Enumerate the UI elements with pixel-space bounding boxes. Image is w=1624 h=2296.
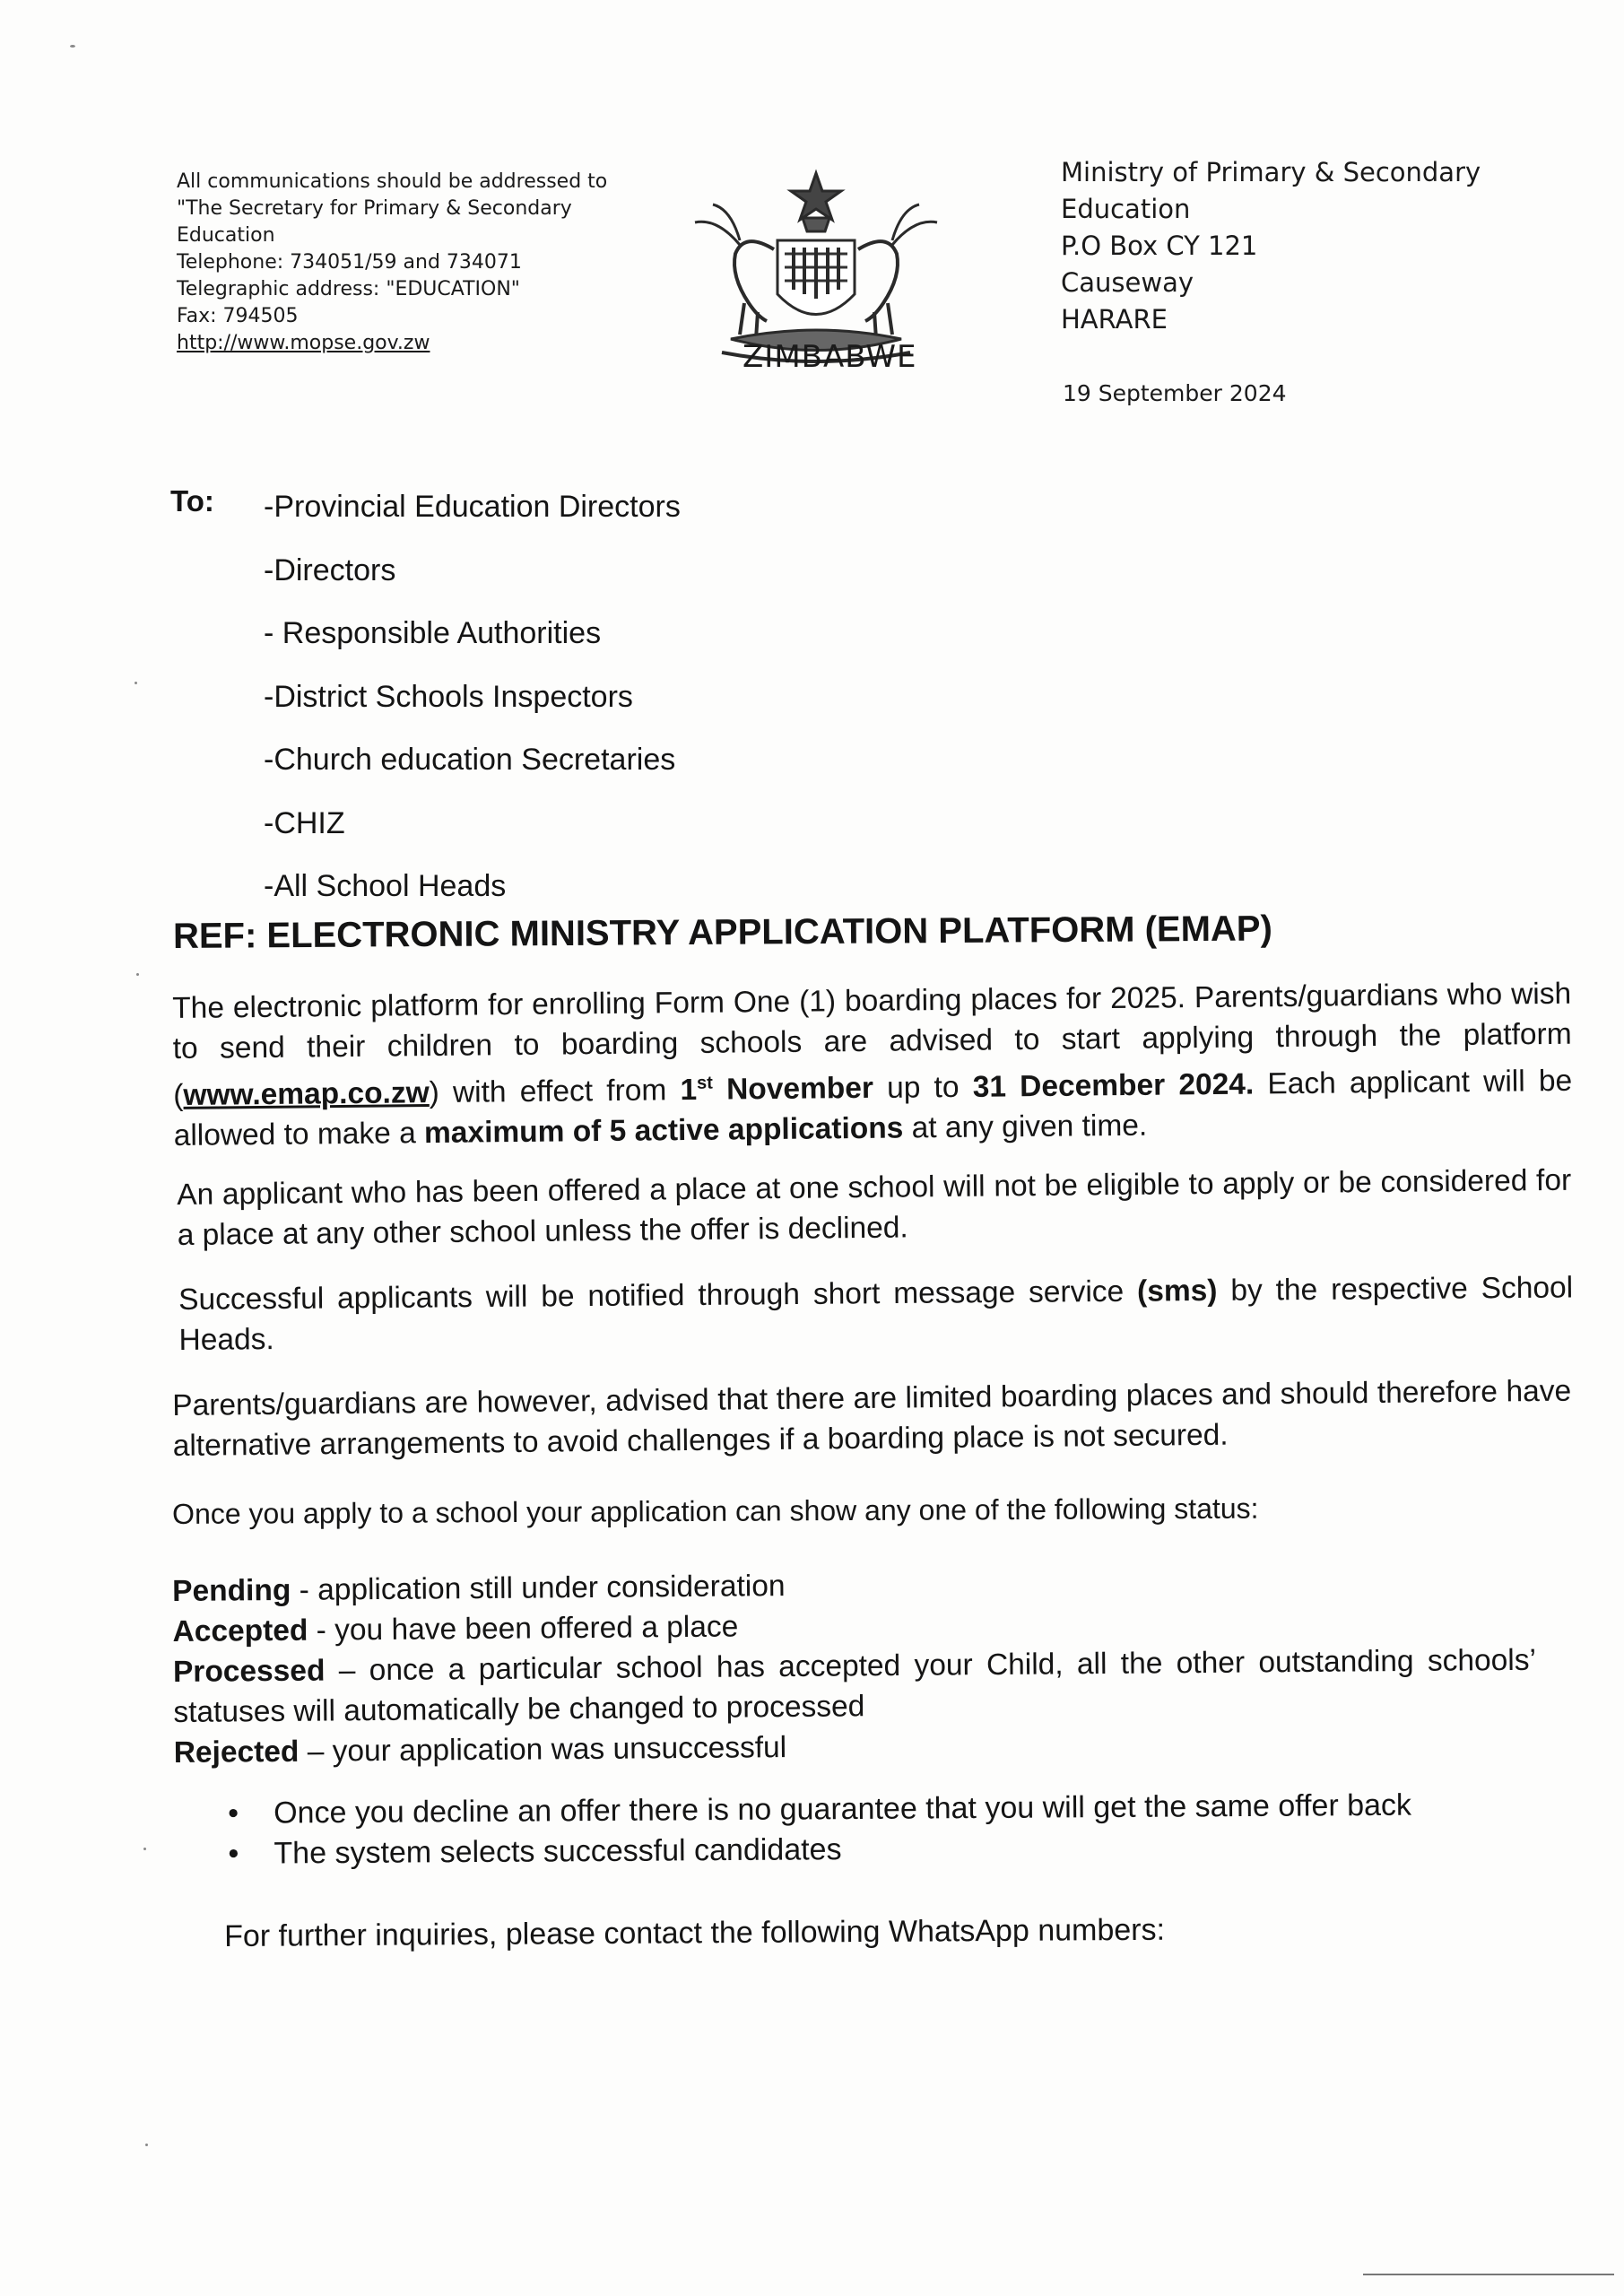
- status-description: – once a particular school has accepted your Child, all the other outstanding schools’ statuses will automatically be changed to processed: [173, 1643, 1537, 1729]
- ministry-name-line: Ministry of Primary & Secondary: [1061, 157, 1481, 187]
- status-definitions: [172, 1560, 1537, 1773]
- address-line: Education: [177, 224, 275, 247]
- text-span: at any given time.: [903, 1109, 1148, 1145]
- status-description: - you have been offered a place: [308, 1610, 739, 1648]
- text-span: Each applicant will be allowed to make a: [173, 1064, 1573, 1153]
- status-processed: [173, 1640, 1537, 1733]
- po-box-line: P.O Box CY 121: [1061, 230, 1258, 261]
- paragraph-eligibility: An applicant who has been offered a place at one school will not be eligible to apply or be considered for a place at any other school unless the offer is declined.: [177, 1163, 1572, 1252]
- text-span: Successful applicants will be notified through short message service: [178, 1274, 1138, 1317]
- bullet-dot-icon: •: [228, 1796, 239, 1831]
- scan-speck: [135, 682, 137, 684]
- emblem-caption: ZIMBABWE: [743, 339, 917, 375]
- scan-speck: [70, 45, 75, 48]
- status-description: – your application was unsuccessful: [299, 1731, 787, 1769]
- start-day: 1: [680, 1074, 698, 1108]
- recipient-list: [264, 475, 681, 918]
- status-term: Rejected: [173, 1735, 300, 1770]
- status-term: Processed: [172, 1654, 326, 1689]
- end-date: 31 December 2024.: [972, 1067, 1255, 1104]
- start-month: November: [712, 1071, 874, 1107]
- start-date: [680, 1072, 873, 1107]
- bullet-text: Once you decline an offer there is no guarantee that you will get the same offer back: [274, 1787, 1412, 1831]
- text-span: by the respective School Heads.: [178, 1271, 1574, 1357]
- ministry-website-link[interactable]: http://www.mopse.gov.zw: [177, 332, 430, 354]
- locality-line: Causeway: [1061, 267, 1194, 298]
- sms-term: (sms): [1136, 1274, 1218, 1309]
- communications-address-block: [177, 169, 643, 357]
- bullet-dot-icon: •: [228, 1836, 239, 1871]
- paragraph-enrolment-info: [172, 974, 1573, 1156]
- ordinal-suffix: st: [696, 1073, 713, 1093]
- address-line: "The Secretary for Primary & Secondary: [177, 197, 572, 220]
- recipient-item: -CHIZ: [264, 805, 345, 840]
- telephone-line: Telephone: 734051/59 and 734071: [177, 251, 522, 274]
- address-line: All communications should be addressed to: [177, 170, 608, 193]
- reference-heading: REF: ELECTRONIC MINISTRY APPLICATION PLATFORM (EMAP): [172, 909, 1273, 956]
- scan-speck: [136, 973, 139, 976]
- ministry-name-line: Education: [1061, 194, 1191, 224]
- bullet-item: [215, 1825, 1560, 1874]
- paragraph-notification: [178, 1267, 1574, 1361]
- recipient-item: -Provincial Education Directors: [264, 490, 681, 524]
- status-term: Accepted: [172, 1613, 308, 1648]
- status-term: Pending: [172, 1573, 291, 1608]
- scan-edge-line: [1363, 2274, 1614, 2275]
- city-line: HARARE: [1061, 304, 1168, 335]
- recipient-item: - Responsible Authorities: [264, 616, 602, 650]
- text-span: ) with effect from: [429, 1074, 681, 1110]
- letter-date: 19 September 2024: [1063, 380, 1287, 406]
- to-label: To:: [170, 484, 214, 517]
- emap-website-link[interactable]: www.emap.co.zw: [183, 1076, 430, 1113]
- fax-line: Fax: 794505: [177, 305, 299, 327]
- bullet-text: The system selects successful candidates: [274, 1832, 842, 1871]
- paragraph-status-intro: Once you apply to a school your application can show any one of the following status:: [172, 1492, 1259, 1530]
- max-applications: maximum of 5 active applications: [423, 1111, 904, 1151]
- text-span: up to: [873, 1070, 973, 1105]
- recipient-item: -All School Heads: [264, 869, 507, 903]
- recipient-item: -Directors: [264, 552, 396, 587]
- scan-speck: [143, 1848, 146, 1850]
- bullet-list: [215, 1785, 1561, 1874]
- paragraph-limited-places: Parents/guardians are however, advised that there are limited boarding places and should therefore have alternative arrangements to avoid challenges if a boarding place is not secured.: [172, 1374, 1572, 1463]
- text-span: The electronic platform for enrolling Form One (1) boarding places for 2025. Parents/guardians who wish to send their children to boarding schools are advised to start applying through the platform (: [172, 977, 1572, 1113]
- status-description: - application still under consideration: [291, 1570, 786, 1607]
- scan-speck: [145, 2144, 148, 2146]
- recipient-item: -District Schools Inspectors: [264, 679, 633, 714]
- recipient-item: -Church education Secretaries: [264, 743, 676, 777]
- ministry-address-block: [1061, 154, 1491, 338]
- inquiry-line: For further inquiries, please contact the following WhatsApp numbers:: [224, 1912, 1166, 1953]
- telegraphic-line: Telegraphic address: "EDUCATION": [177, 278, 520, 300]
